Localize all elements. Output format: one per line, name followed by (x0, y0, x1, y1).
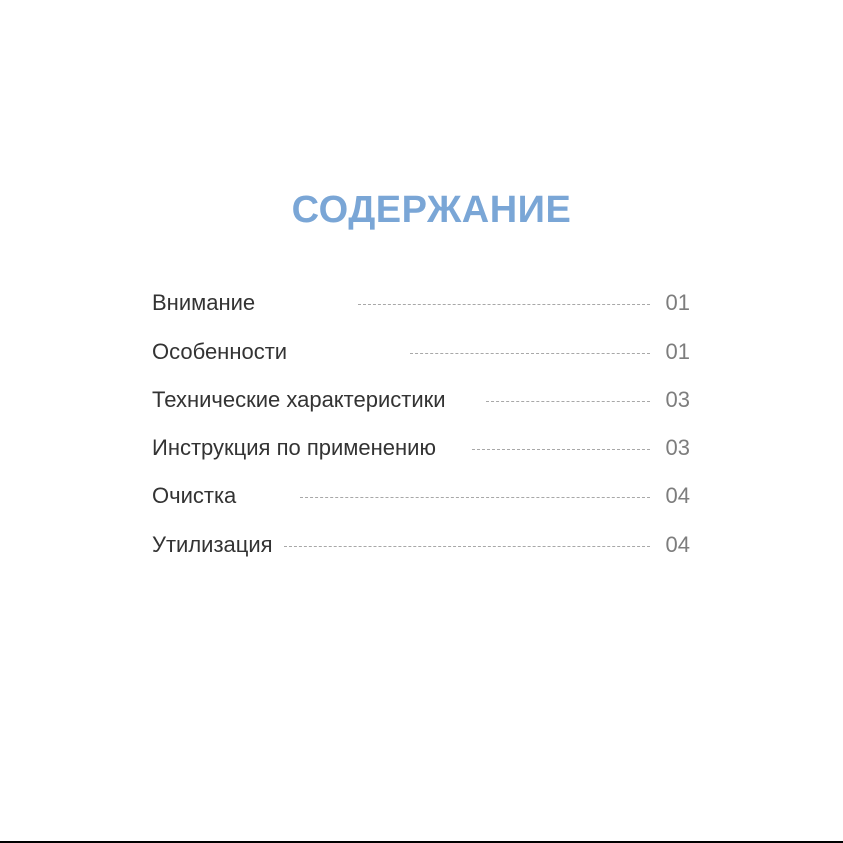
toc-entry[interactable] (152, 530, 692, 560)
dotted-leader (410, 353, 650, 354)
toc-entry[interactable] (152, 337, 692, 367)
toc-entry-label: Технические характеристики (152, 387, 446, 412)
dotted-leader (472, 449, 650, 450)
toc-page-number: 01 (665, 290, 690, 315)
toc-page-number: 04 (665, 532, 690, 557)
dotted-leader (300, 497, 650, 498)
toc-entry-label: Внимание (152, 290, 256, 315)
toc-entry-label: Инструкция по применению (152, 435, 436, 460)
dotted-leader (486, 401, 650, 402)
toc-entry[interactable] (152, 288, 692, 318)
toc-page-number: 04 (665, 483, 690, 508)
dotted-leader (358, 304, 650, 305)
toc-page-number: 03 (665, 435, 690, 460)
page-title: СОДЕРЖАНИЕ (291, 189, 572, 231)
toc-entry-label: Утилизация (152, 532, 273, 557)
toc-entry-label: Очистка (152, 483, 237, 508)
dotted-leader (284, 546, 650, 547)
toc-entry[interactable] (152, 385, 692, 415)
toc-entry[interactable] (152, 433, 692, 463)
toc-page-number: 01 (665, 339, 690, 364)
toc-entry[interactable] (152, 481, 692, 511)
toc-page-number: 03 (665, 387, 690, 412)
toc-entry-label: Особенности (152, 339, 288, 364)
